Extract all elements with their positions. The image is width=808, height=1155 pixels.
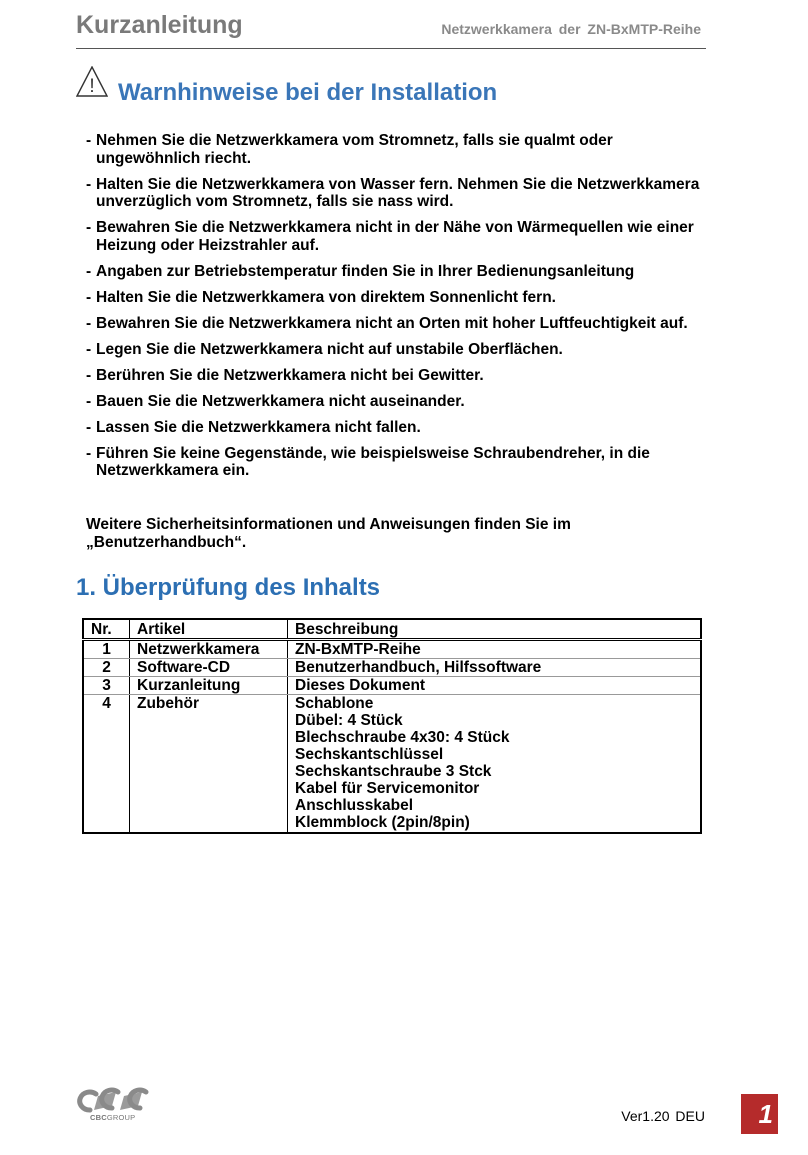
cell-description <box>288 695 702 834</box>
warning-item: - Nehmen Sie die Netzwerkkamera vom Stromnetz, falls sie qualmt oder ungewöhnlich riecht. <box>86 132 711 167</box>
description-line: Dübel: 4 Stück <box>295 712 403 729</box>
description-line: Sechskantschlüssel <box>295 746 444 763</box>
table-row <box>83 640 701 659</box>
cell-description <box>288 640 702 659</box>
cell-article: Zubehör <box>130 695 288 834</box>
svg-text:!: ! <box>89 76 95 97</box>
description-line: Anschlusskabel <box>295 797 414 814</box>
column-header-description: Beschreibung <box>288 619 702 640</box>
description-line: Klemmblock (2pin/8pin) <box>295 814 470 831</box>
table-row <box>83 677 701 695</box>
warning-item: - Führen Sie keine Gegenstände, wie beispielsweise Schraubendreher, in die Netzwerkkamera ein. <box>86 445 711 480</box>
version-label: Ver1.20 DEU <box>621 1108 705 1124</box>
warning-item: - Lassen Sie die Netzwerkkamera nicht fallen. <box>86 419 711 437</box>
table-header-row <box>83 619 701 640</box>
cell-nr: 1 <box>83 640 130 659</box>
header-rule <box>76 48 706 49</box>
warning-item: - Bewahren Sie die Netzwerkkamera nicht in der Nähe von Wärmequellen wie einer Heizung oder Heizstrahler auf. <box>86 219 711 254</box>
column-header-article: Artikel <box>130 619 288 640</box>
warning-item: - Berühren Sie die Netzwerkkamera nicht bei Gewitter. <box>86 367 711 385</box>
page-number-badge: 1 <box>741 1094 778 1134</box>
logo-text-group: GROUP <box>106 1113 136 1122</box>
logo-text <box>90 1113 135 1122</box>
warning-item: - Halten Sie die Netzwerkkamera von direktem Sonnenlicht fern. <box>86 289 711 307</box>
contents-table <box>82 618 702 834</box>
warnings-list <box>86 132 711 488</box>
contents-heading: 1. Überprüfung des Inhalts <box>76 574 381 601</box>
description-line: Kabel für Servicemonitor <box>295 780 480 797</box>
header-subtitle: Netzwerkkamera der ZN-BxMTP-Reihe <box>441 21 701 37</box>
description-line: Blechschraube 4x30: 4 Stück <box>295 729 510 746</box>
warning-item: - Angaben zur Betriebstemperatur finden Sie in Ihrer Bedienungsanleitung <box>86 263 711 281</box>
further-info <box>86 516 706 552</box>
table-row <box>83 659 701 677</box>
description-line: Schablone <box>295 695 374 712</box>
cell-article: Kurzanleitung <box>130 677 288 695</box>
cell-nr: 3 <box>83 677 130 695</box>
table-row <box>83 695 701 834</box>
cell-nr: 4 <box>83 695 130 834</box>
further-info-line: Weitere Sicherheitsinformationen und Anweisungen finden Sie im <box>86 516 571 533</box>
description-line: ZN-BxMTP-Reihe <box>295 641 421 658</box>
warning-item: - Legen Sie die Netzwerkkamera nicht auf unstabile Oberflächen. <box>86 341 711 359</box>
warning-triangle-icon <box>76 66 108 98</box>
description-line: Dieses Dokument <box>295 677 426 694</box>
column-header-nr: Nr. <box>83 619 130 640</box>
cell-description <box>288 677 702 695</box>
cell-nr: 2 <box>83 659 130 677</box>
cell-article: Software-CD <box>130 659 288 677</box>
warning-item: - Bewahren Sie die Netzwerkkamera nicht an Orten mit hoher Luftfeuchtigkeit auf. <box>86 315 711 333</box>
description-line: Benutzerhandbuch, Hilfssoftware <box>295 659 542 676</box>
further-info-line: „Benutzerhandbuch“. <box>86 534 247 551</box>
header-title: Kurzanleitung <box>76 11 243 39</box>
warnings-heading: Warnhinweise bei der Installation <box>118 79 498 106</box>
logo-text-bold: CBC <box>90 1113 107 1122</box>
description-line: Sechskantschraube 3 Stck <box>295 763 492 780</box>
cell-article: Netzwerkkamera <box>130 640 288 659</box>
warning-item: - Bauen Sie die Netzwerkkamera nicht auseinander. <box>86 393 711 411</box>
cell-description <box>288 659 702 677</box>
warning-item: - Halten Sie die Netzwerkkamera von Wasser fern. Nehmen Sie die Netzwerkkamera unverzüglich vom Stromnetz, falls sie nass wird. <box>86 176 711 211</box>
